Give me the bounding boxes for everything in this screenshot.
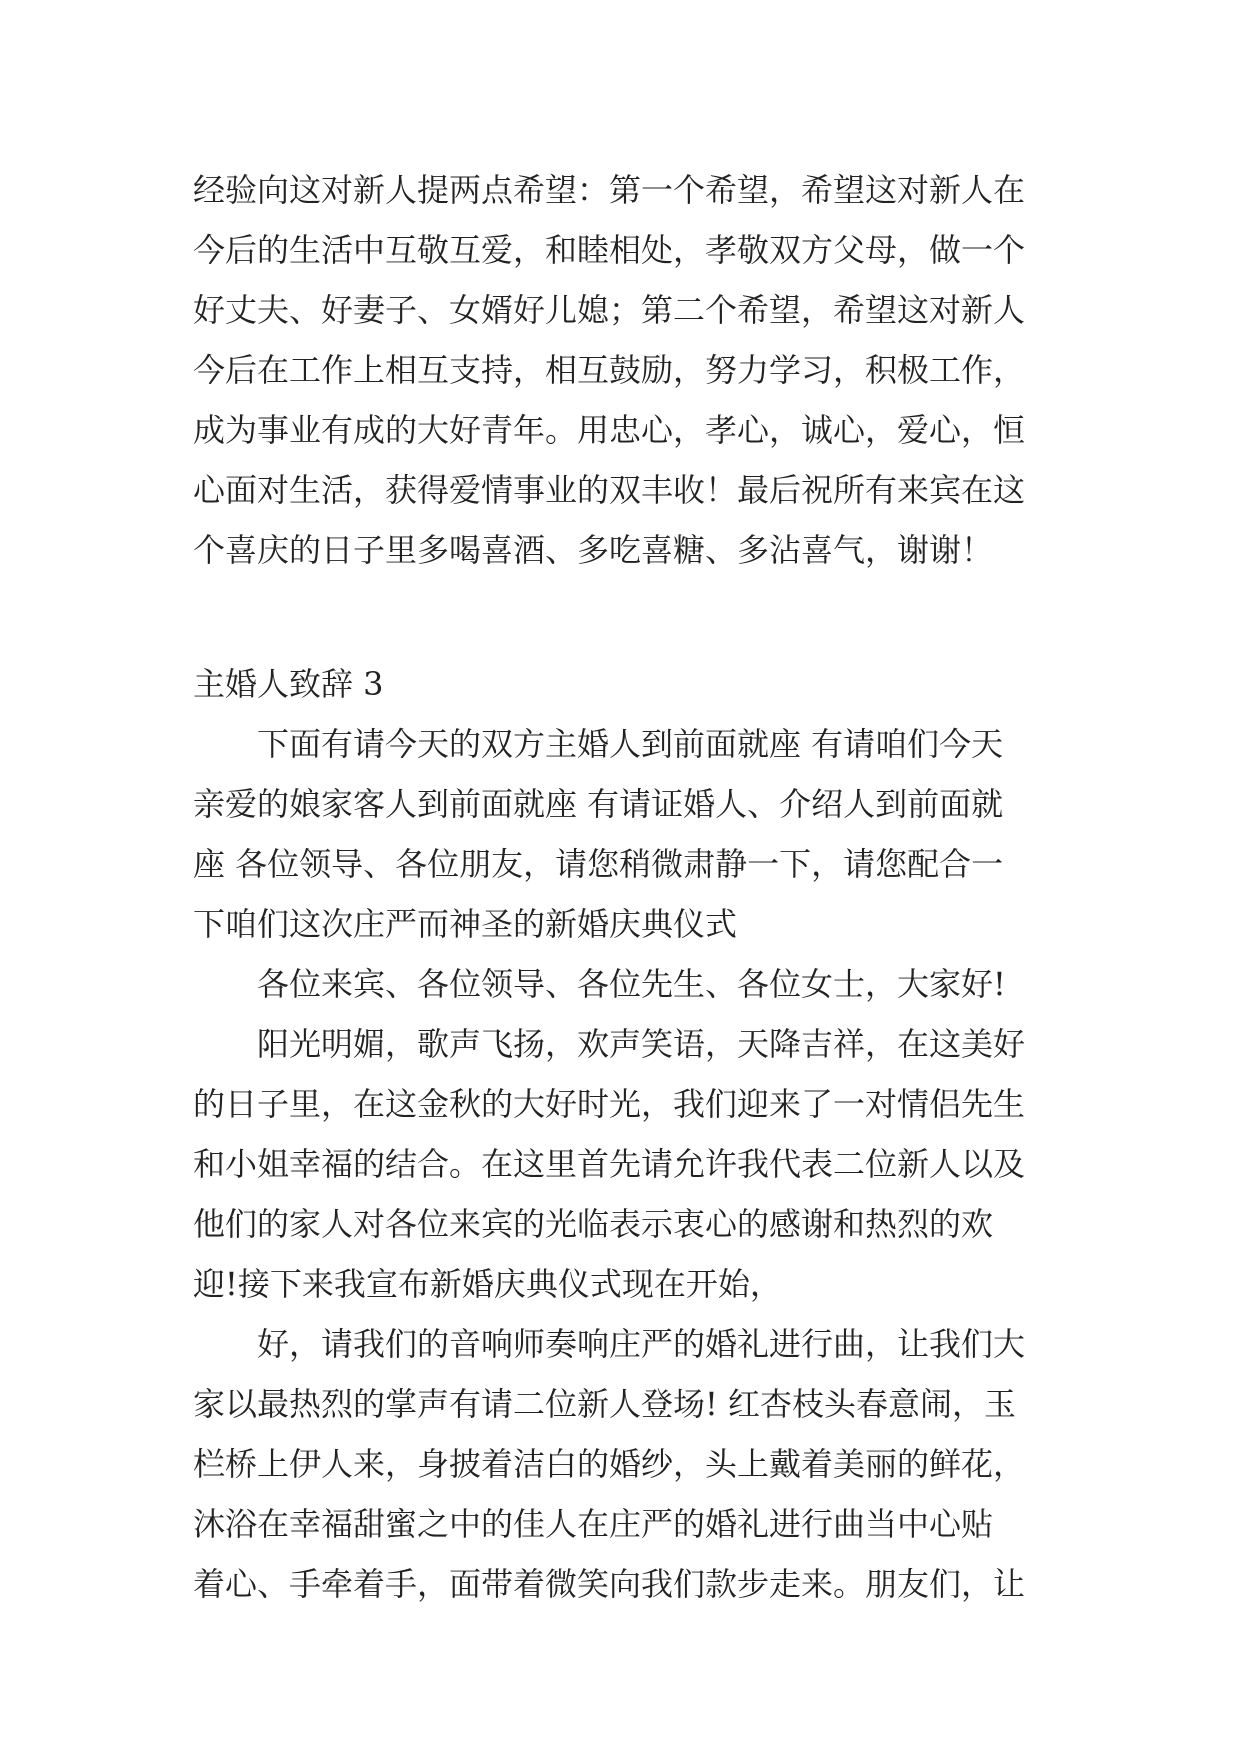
text-line: 各位来宾、各位领导、各位先生、各位女士，大家好! [257, 965, 1006, 1003]
text-line: 今后在工作上相互支持，相互鼓励，努力学习，积极工作， [193, 351, 1026, 389]
text-line: 他们的家人对各位来宾的光临表示衷心的感谢和热烈的欢 [193, 1205, 994, 1243]
text-line: 和小姐幸福的结合。在这里首先请允许我代表二位新人以及 [193, 1145, 1026, 1183]
text-line: 家以最热烈的掌声有请二位新人登场! 红杏枝头春意闹，玉 [193, 1385, 1017, 1423]
document-body [193, 160, 1063, 1614]
text-line: 好，请我们的音响师奏响庄严的婚礼进行曲，让我们大 [257, 1325, 1026, 1363]
text-line: 经验向这对新人提两点希望：第一个希望，希望这对新人在 [193, 171, 1026, 209]
text-line: 亲爱的娘家客人到前面就座 有请证婚人、介绍人到前面就 [193, 785, 1004, 823]
section-gap [193, 580, 1063, 654]
text-line: 成为事业有成的大好青年。用忠心，孝心，诚心，爱心，恒 [193, 411, 1026, 449]
text-line: 座 各位领导、各位朋友，请您稍微肃静一下，请您配合一 [193, 845, 1004, 883]
text-line: 迎!接下来我宣布新婚庆典仪式现在开始， [193, 1265, 782, 1303]
text-line: 心面对生活，获得爱情事业的双丰收！最后祝所有来宾在这 [193, 471, 1026, 509]
text-line: 的日子里，在这金秋的大好时光，我们迎来了一对情侣先生 [193, 1085, 1026, 1123]
text-line: 栏桥上伊人来，身披着洁白的婚纱，头上戴着美丽的鲜花， [193, 1445, 1026, 1483]
text-line: 阳光明媚，歌声飞扬，欢声笑语，天降吉祥，在这美好 [257, 1025, 1026, 1063]
text-line: 沐浴在幸福甜蜜之中的佳人在庄严的婚礼进行曲当中心贴 [193, 1505, 994, 1543]
text-line: 着心、手牵着手，面带着微笑向我们款步走来。朋友们，让 [193, 1565, 1026, 1603]
text-line: 好丈夫、好妻子、女婿好儿媳；第二个希望，希望这对新人 [193, 291, 1026, 329]
text-line: 下面有请今天的双方主婚人到前面就座 有请咱们今天 [257, 725, 1004, 763]
section-heading: 主婚人致辞 3 [193, 665, 384, 703]
text-line: 个喜庆的日子里多喝喜酒、多吃喜糖、多沾喜气，谢谢！ [193, 531, 994, 569]
text-line: 下咱们这次庄严而神圣的新婚庆典仪式 [193, 905, 738, 943]
text-line: 今后的生活中互敬互爱，和睦相处，孝敬双方父母，做一个 [193, 231, 1026, 269]
